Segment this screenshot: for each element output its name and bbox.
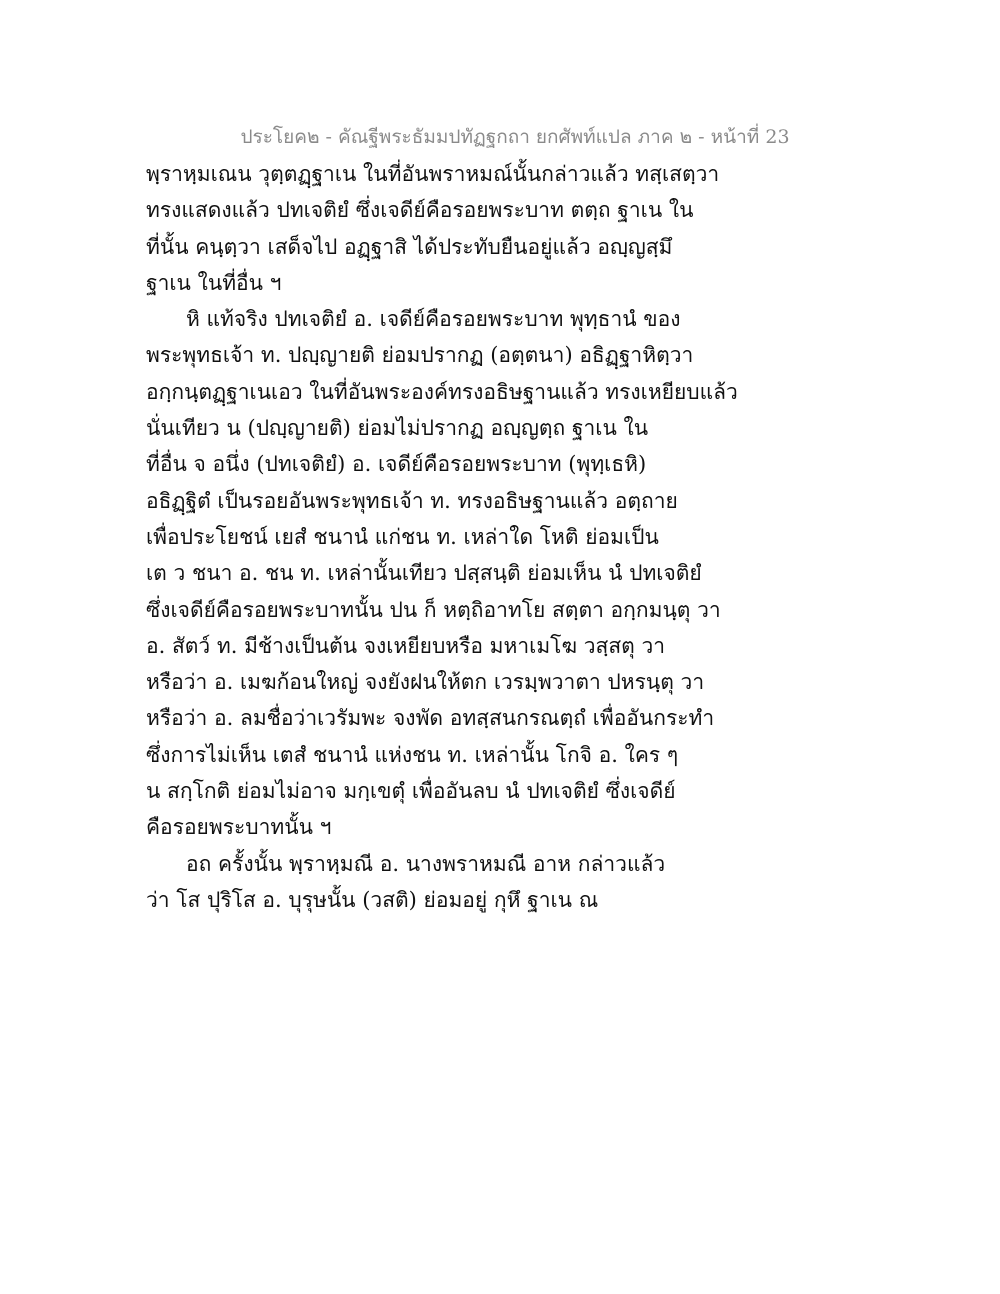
body-text — [146, 156, 866, 918]
text-line: หิ แท้จริง ปทเจติยํ อ. เจดีย์คือรอยพระบาท พุทฺธานํ ของ — [186, 307, 681, 332]
text-line: ว่า โส ปุริโส อ. บุรุษนั้น (วสติ) ย่อมอยู่ กุหึ ฐาเน ณ — [146, 887, 599, 912]
text-line: เต ว ชนา อ. ชน ท. เหล่านั้นเทียว ปสฺสนฺติ ย่อมเห็น นํ ปทเจติยํ — [146, 561, 702, 586]
text-line: อกฺกนฺตฏฺฐาเนเอว ในที่อันพระองค์ทรงอธิษฐานแล้ว ทรงเหยียบแล้ว — [146, 379, 738, 404]
text-line: ซึ่งเจดีย์คือรอยพระบาทนั้น ปน ก็ หตฺถิอาทโย สตฺตา อกฺกมนฺตุ วา — [146, 597, 721, 622]
text-line: ที่นั้น คนฺตฺวา เสด็จไป อฏฺฐาสิ ได้ประทับยืนอยู่แล้ว อญฺญสฺมึ — [146, 234, 673, 259]
text-line: ทรงแสดงแล้ว ปทเจติยํ ซึ่งเจดีย์คือรอยพระบาท ตตฺถ ฐาเน ใน — [146, 198, 694, 223]
text-line: อถ ครั้งนั้น พฺราหฺมณี อ. นางพราหมณี อาห กล่าวแล้ว — [186, 851, 666, 876]
text-line: ที่อื่น จ อนึ่ง (ปทเจติยํ) อ. เจดีย์คือรอยพระบาท (พุทฺเธหิ) — [146, 452, 647, 477]
text-line: หรือว่า อ. เมฆก้อนใหญ่ จงยังฝนให้ตก เวรมฺพวาตา ปหรนฺตุ วา — [146, 670, 705, 695]
text-line: ซึ่งการไม่เห็น เตสํ ชนานํ แห่งชน ท. เหล่านั้น โกจิ อ. ใคร ๆ — [146, 742, 679, 767]
text-line: หรือว่า อ. ลมชื่อว่าเวรัมพะ จงพัด อทสฺสนกรณตฺถํ เพื่ออันกระทำ — [146, 706, 715, 731]
text-line: พระพุทธเจ้า ท. ปญฺญายติ ย่อมปรากฏ (อตฺตนา) อธิฏฺฐาหิตฺวา — [146, 343, 694, 368]
text-line: นั่นเทียว น (ปญฺญายติ) ย่อมไม่ปรากฏ อญฺญตฺถ ฐาเน ใน — [146, 416, 649, 441]
text-line: คือรอยพระบาทนั้น ฯ — [146, 815, 332, 840]
text-line: ฐาเน ในที่อื่น ฯ — [146, 270, 282, 295]
text-line: พฺราหฺมเณน วุตฺตฏฺฐาเน ในที่อันพราหมณ์นั้นกล่าวแล้ว ทสฺเสตฺวา — [146, 162, 720, 186]
page-header: ประโยค๒ - คัณฐีพระธัมมปทัฏฐกถา ยกศัพท์แปล ภาค ๒ - หน้าที่ 23 — [240, 126, 790, 148]
text-line: น สกฺโกติ ย่อมไม่อาจ มกฺเขตุํ เพื่ออันลบ นํ ปทเจติยํ ซึ่งเจดีย์ — [146, 779, 676, 804]
text-line: อธิฏฺฐิตํ เป็นรอยอันพระพุทธเจ้า ท. ทรงอธิษฐานแล้ว อตฺถาย — [146, 488, 678, 513]
text-line: เพื่อประโยชน์ เยสํ ชนานํ แก่ชน ท. เหล่าใด โหติ ย่อมเป็น — [146, 524, 659, 549]
text-line: อ. สัตว์ ท. มีช้างเป็นต้น จงเหยียบหรือ มหาเมโฆ วสฺสตุ วา — [146, 633, 666, 658]
